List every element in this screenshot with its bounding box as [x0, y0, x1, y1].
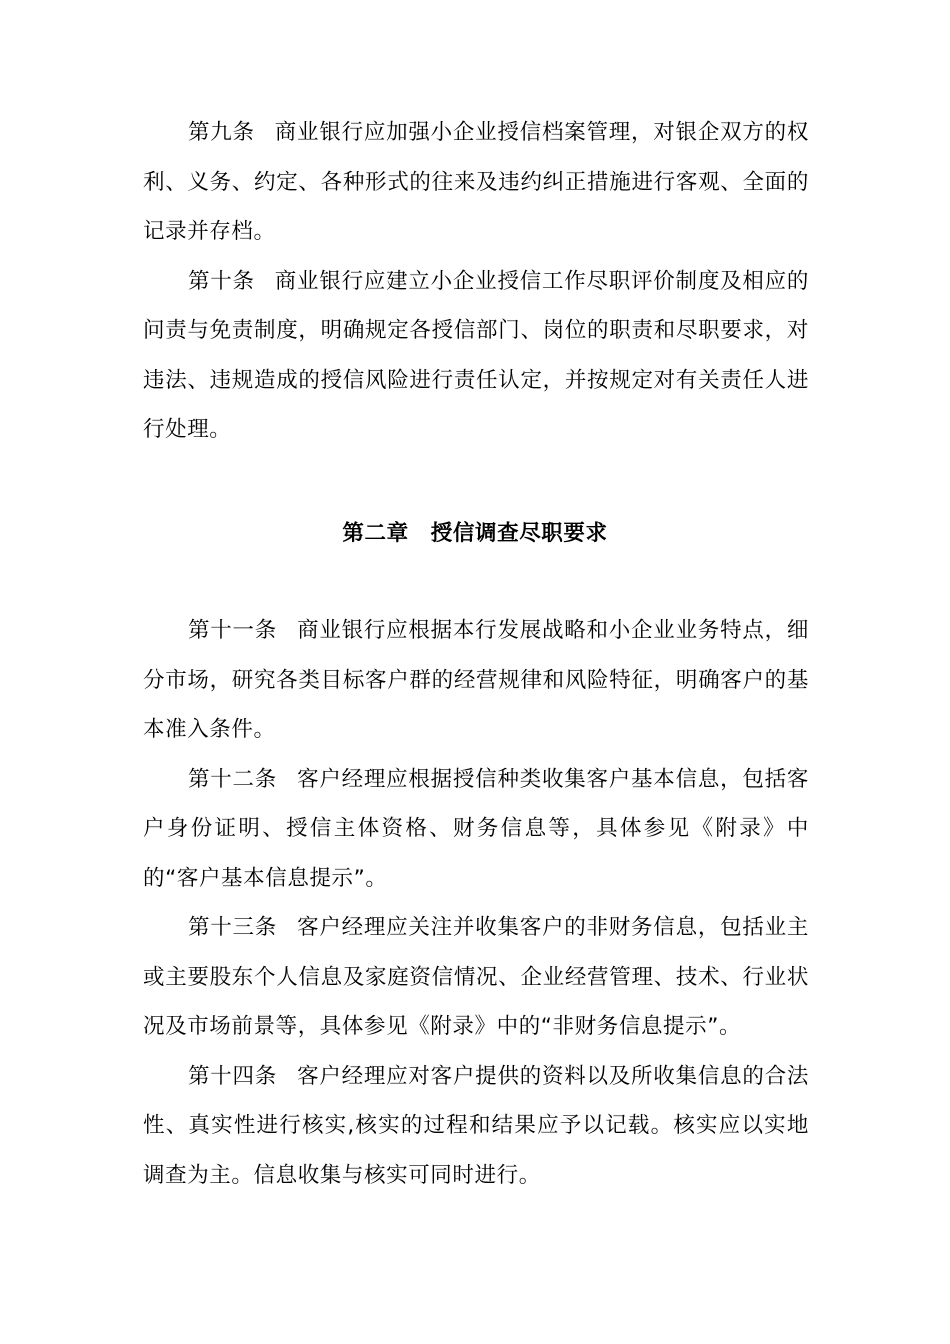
article-12-body: 客户经理应根据授信种类收集客户基本信息，包括客户身份证明、授信主体资格、财务信息等，具体参见《附录》中的“客户基本信息提示”。 [143, 766, 809, 891]
article-9-label: 第九条 [188, 120, 255, 145]
article-13-body: 客户经理应关注并收集客户的非财务信息，包括业主或主要股东个人信息及家庭资信情况、企业经营管理、技术、行业状况及市场前景等，具体参见《附录》中的“非财务信息提示”。 [143, 915, 809, 1039]
article-13-label: 第十三条 [188, 915, 278, 940]
article-9-body: 商业银行应加强小企业授信档案管理，对银企双方的权利、义务、约定、各种形式的往来及违约纠正措施进行客观、全面的记录并存档。 [143, 120, 809, 244]
article-block-lower [143, 606, 809, 1200]
article-14-paragraph [143, 1052, 809, 1201]
chapter-heading: 第二章 授信调查尽职要求 [342, 521, 608, 546]
article-13-paragraph [143, 903, 809, 1052]
article-14-body: 客户经理应对客户提供的资料以及所收集信息的合法性、真实性进行核实,核实的过程和结果应予以记载。核实应以实地调查为主。信息收集与核实可同时进行。 [143, 1063, 809, 1188]
article-11-body: 商业银行应根据本行发展战略和小企业业务特点，细分市场，研究各类目标客户群的经营规律和风险特征，明确客户的基本准入条件。 [143, 618, 809, 742]
article-block-upper [143, 108, 809, 455]
article-14-label: 第十四条 [188, 1063, 278, 1089]
article-10-paragraph [143, 257, 809, 455]
article-10-label: 第十条 [188, 268, 255, 294]
article-12-label: 第十二条 [188, 766, 278, 792]
article-10-body: 商业银行应建立小企业授信工作尽职评价制度及相应的问责与免责制度，明确规定各授信部门、岗位的职责和尽职要求，对违法、违规造成的授信风险进行责任认定，并按规定对有关责任人进行处理。 [143, 268, 809, 442]
article-12-paragraph [143, 755, 809, 904]
article-11-paragraph [143, 606, 809, 755]
article-9-paragraph [143, 108, 809, 257]
article-11-label: 第十一条 [188, 618, 278, 643]
